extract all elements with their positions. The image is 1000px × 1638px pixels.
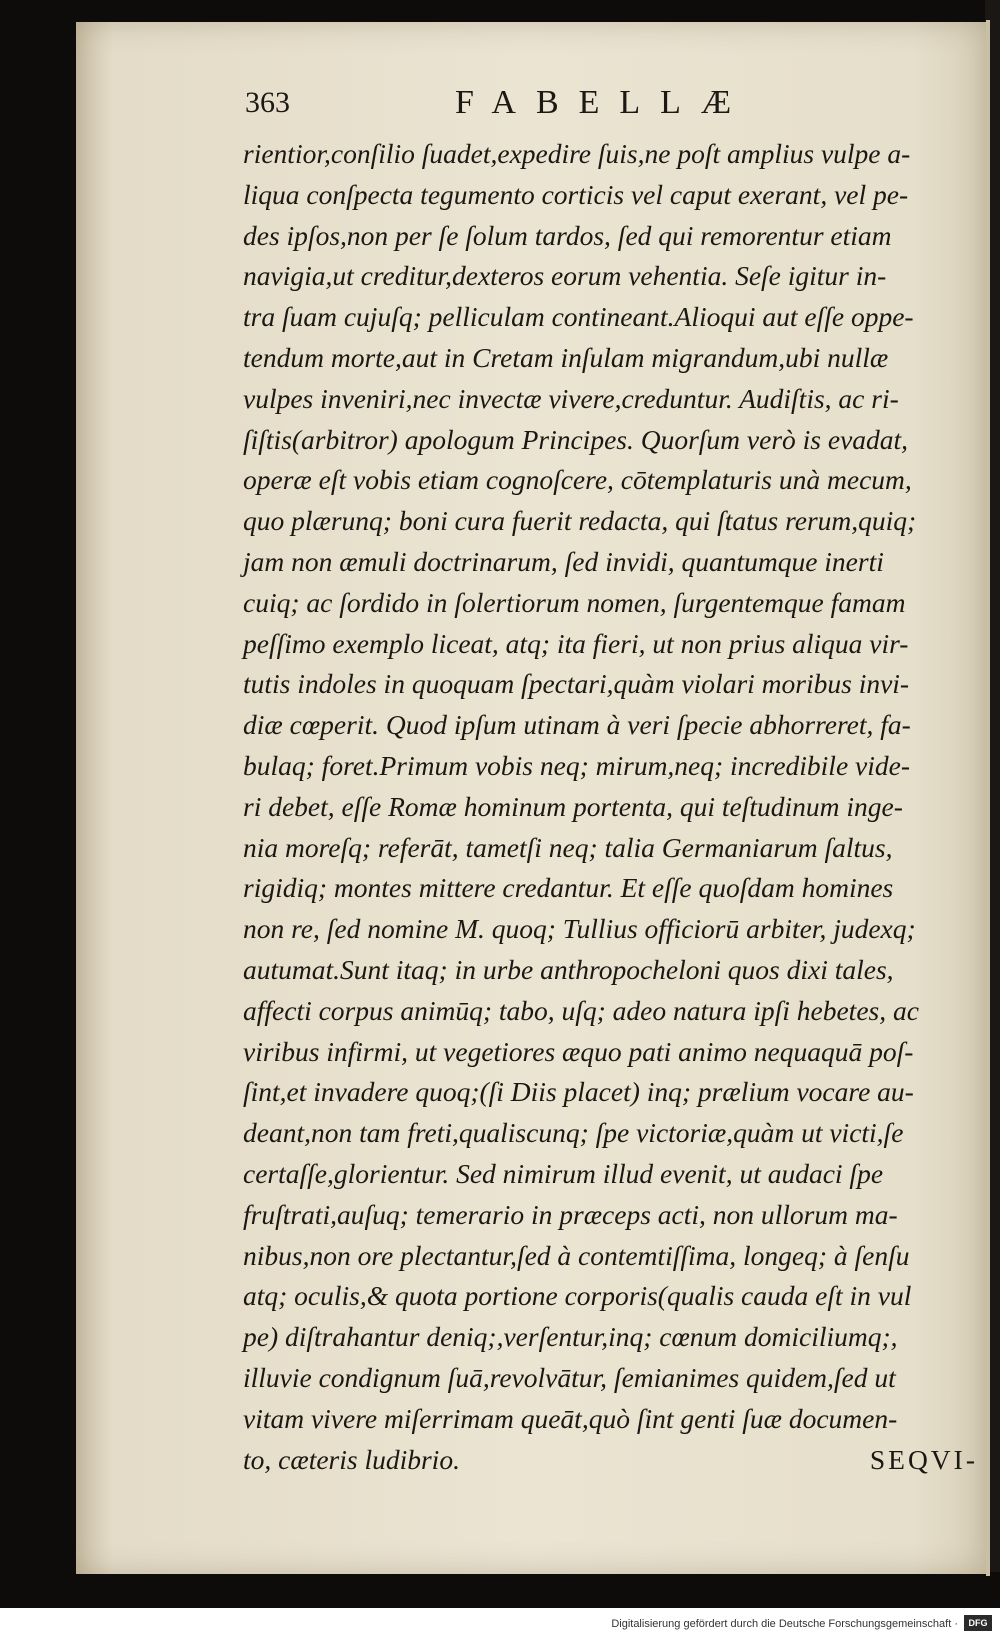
text-line: peſſimo exemplo liceat, atq; ita fieri, ut non prius aliqua vir-: [243, 627, 909, 659]
scan-top-border: [0, 0, 1000, 22]
text-line: liqua conſpecta tegumento corticis vel caput exerant, vel pe-: [243, 178, 909, 210]
text-line: rigidiq; montes mittere credantur. Et eſſe quoſdam homines: [243, 872, 894, 904]
text-line: tra ſuam cujuſq; pelliculam contineant.Alioqui aut eſſe oppe-: [243, 301, 914, 333]
text-line: tutis indoles in quoquam ſpectari,quàm violari moribus invi-: [243, 668, 910, 700]
text-line: vulpes inveniri,nec invectæ vivere,creduntur. Audiſtis, ac ri-: [243, 382, 899, 414]
text-line: nia moreſq; referāt, tametſi neq; talia Germaniarum ſaltus,: [243, 831, 893, 863]
text-line: navigia,ut creditur,dexteros eorum vehentia. Seſe igitur in-: [243, 260, 887, 292]
scan-bottom-border: [0, 1572, 1000, 1608]
text-line: ſiſtis(arbitror) apologum Principes. Quorſum verò is evadat,: [243, 423, 909, 455]
page-number: 363: [245, 86, 290, 119]
text-line: illuvie condignum ſuā,revolvātur, ſemianimes quidem,ſed ut: [243, 1361, 896, 1393]
running-title: FABELLÆ: [455, 84, 752, 121]
text-line: pe) diſtrahantur deniq;,verſentur,inq; cœnum domiciliumq;,: [243, 1321, 898, 1353]
scan-left-border: [0, 0, 78, 1608]
funding-credit: Digitalisierung gefördert durch die Deutsche Forschungsgemeinschaft ·: [611, 1618, 958, 1630]
text-line: ſint,et invadere quoq;(ſi Diis placet) inq; prælium vocare au-: [243, 1076, 914, 1108]
text-line: des ipſos,non per ſe ſolum tardos, ſed qui remorentur etiam: [243, 219, 892, 251]
dfg-logo: DFG: [964, 1615, 992, 1631]
text-line: non re, ſed nomine M. quoq; Tullius officiorū arbiter, judexq;: [243, 913, 916, 945]
text-line: deant,non tam freti,qualiscunq; ſpe victoriæ,quàm ut victi,ſe: [243, 1117, 904, 1149]
text-line: nibus,non ore plectantur,ſed à contemtiſſima, longeq; à ſenſu: [243, 1239, 910, 1271]
body-text: [243, 134, 978, 1480]
text-line: diæ cœperit. Quod ipſum utinam à veri ſpecie abhorreret, fa-: [243, 709, 911, 741]
text-line: certaſſe,glorientur. Sed nimirum illud evenit, ut audaci ſpe: [243, 1157, 884, 1189]
text-line: atq; oculis,& quota portione corporis(qualis cauda eſt in vul: [243, 1280, 912, 1312]
text-line: cuiq; ac ſordido in ſolertiorum nomen, ſurgentemque famam: [243, 586, 906, 618]
text-line: ri debet, eſſe Romæ hominum portenta, qui teſtudinum inge-: [243, 790, 903, 822]
text-line: viribus infirmi, ut vegetiores æquo pati animo nequaquā poſ-: [243, 1035, 914, 1067]
text-line: bulaq; foret.Primum vobis neq; mirum,neq; incredibile vide-: [243, 749, 910, 781]
text-line: rientior,conſilio ſuadet,expedire ſuis,ne poſt amplius vulpe a-: [243, 138, 911, 169]
text-line: to, cæteris ludibrio.: [243, 1443, 460, 1475]
page-header: [245, 86, 985, 126]
page-edge: [986, 20, 990, 1576]
text-line: affecti corpus animūq; tabo, uſq; adeo natura ipſi hebetes, ac: [243, 994, 919, 1026]
last-line: [243, 1440, 978, 1481]
catchword: SEQVI-: [869, 1443, 978, 1475]
text-line: autumat.Sunt itaq; in urbe anthropocheloni quos dixi tales,: [243, 953, 894, 985]
text-line: operæ eſt vobis etiam cognoſcere, cōtemplaturis unà mecum,: [243, 464, 912, 496]
text-line: quo plærunq; boni cura fuerit redacta, qui ſtatus rerum,quiq;: [243, 505, 917, 537]
text-line: jam non æmuli doctrinarum, ſed invidi, quantumque inerti: [243, 545, 884, 577]
text-line: vitam vivere miſerrimam queāt,quò ſint genti ſuæ documen-: [243, 1402, 898, 1434]
text-line: fruſtrati,auſuq; temerario in præceps acti, non ullorum ma-: [243, 1198, 898, 1230]
text-line: tendum morte,aut in Cretam inſulam migrandum,ubi nullæ: [243, 341, 889, 373]
